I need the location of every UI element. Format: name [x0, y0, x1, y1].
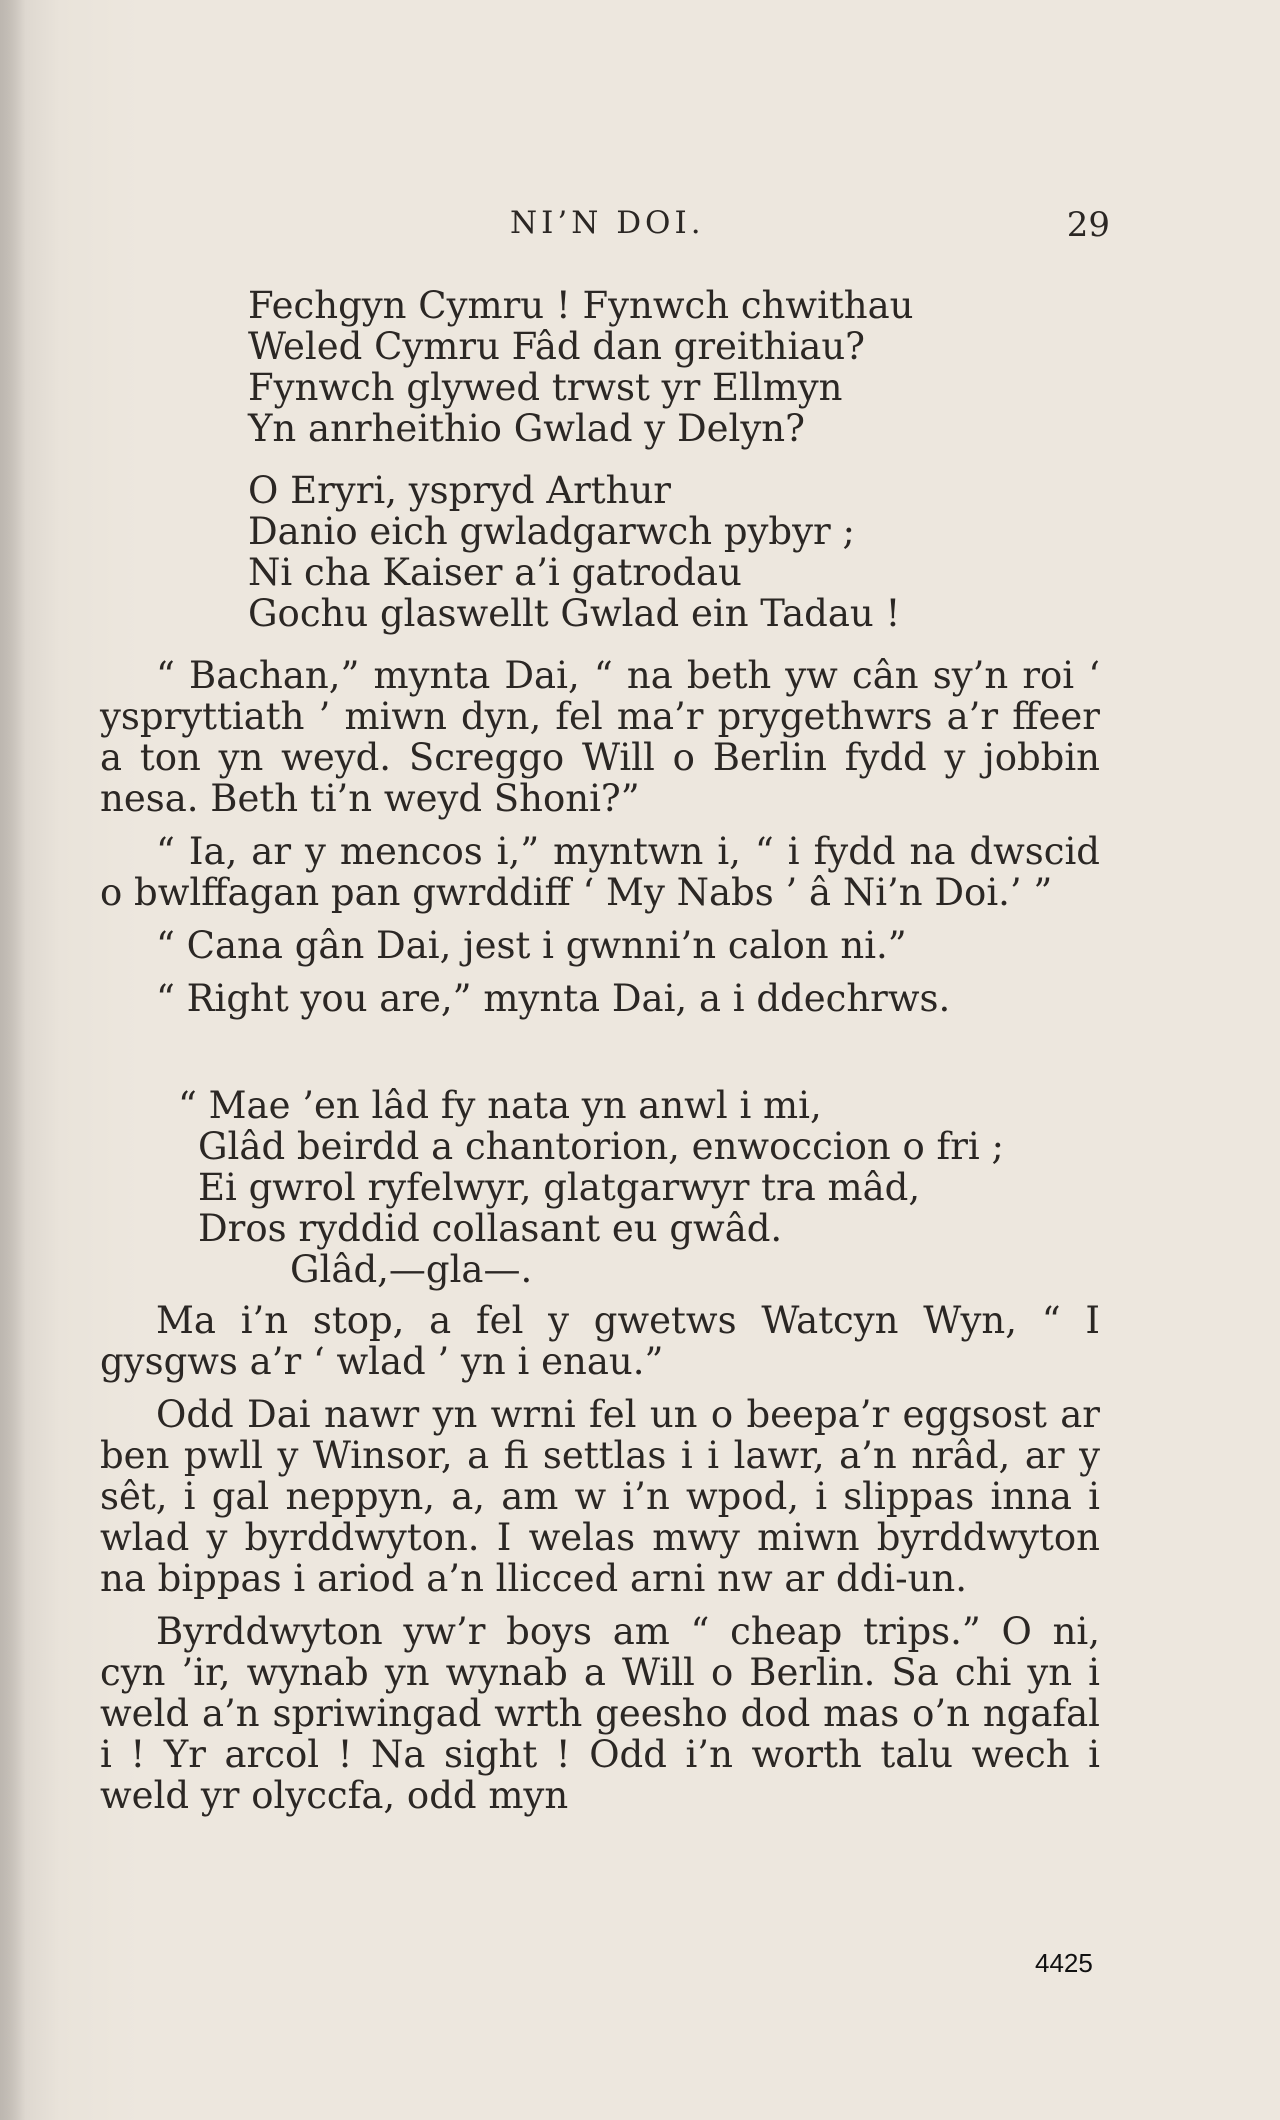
paragraph: “ Bachan,” mynta Dai, “ na beth yw cân sy’n roi ‘ yspryttiath ’ miwn dyn, fel ma’r prygethwrs a’r ffeer a ton yn weyd. Screggo Will o Berlin fydd y jobbin nesa. Beth ti’n weyd Shoni?” — [100, 654, 1100, 820]
stanza-2 — [248, 470, 900, 634]
gutter-shadow — [0, 0, 26, 2120]
prose-block-1 — [100, 655, 1100, 1031]
page-number: 29 — [1066, 205, 1110, 245]
verse-line: “ Mae ’en lâd fy nata yn anwl i mi, — [178, 1084, 822, 1127]
verse-line: Glâd beirdd a chantorion, enwoccion o fri ; — [198, 1125, 1004, 1168]
verse-line: Gochu glaswellt Gwlad ein Tadau ! — [248, 592, 901, 635]
verse-line: Dros ryddid collasant eu gwâd. — [198, 1207, 783, 1250]
verse-line: O Eryri, yspryd Arthur — [248, 469, 671, 512]
running-head: NI’N DOI. — [510, 205, 705, 241]
paragraph: Byrddwyton yw’r boys am “ cheap trips.” O ni, cyn ’ir, wynab yn wynab a Will o Berlin. Sa chi yn i weld a’n spriwingad wrth geesho dod mas o’n ngafal i ! Yr arcol ! Na sight ! Odd i’n worth talu wech i weld yr olyccfa, odd myn — [100, 1610, 1100, 1817]
verse-line: Weled Cymru Fâd dan greithiau? — [248, 325, 866, 368]
verse-line: Fechgyn Cymru ! Fynwch chwithau — [248, 284, 914, 327]
paragraph: “ Cana gân Dai, jest i gwnni’n calon ni.” — [156, 924, 907, 967]
verse-line: Glâd,—gla—. — [290, 1248, 533, 1291]
song-verse — [178, 1085, 1004, 1290]
verse-line: Fynwch glywed trwst yr Ellmyn — [248, 366, 843, 409]
paragraph: Ma i’n stop, a fel y gwetws Watcyn Wyn, “ I gysgws a’r ‘ wlad ’ yn i enau.” — [100, 1299, 1100, 1383]
page-header — [100, 205, 1110, 255]
verse-line: Ei gwrol ryfelwyr, glatgarwyr tra mâd, — [198, 1166, 921, 1209]
paragraph: “ Ia, ar y mencos i,” myntwn i, “ i fydd na dwscid o bwlffagan pan gwrddiff ‘ My Nabs ’ â Ni’n Doi.’ ” — [100, 830, 1100, 914]
paragraph: “ Right you are,” mynta Dai, a i ddechrws. — [156, 977, 951, 1020]
verse-line: Yn anrheithio Gwlad y Delyn? — [248, 407, 805, 450]
catalog-number: 4425 — [1035, 1948, 1093, 1978]
stanza-1 — [248, 285, 914, 449]
verse-line: Ni cha Kaiser a’i gatrodau — [248, 551, 742, 594]
paragraph: Odd Dai nawr yn wrni fel un o beepa’r eggsost ar ben pwll y Winsor, a fi settlas i i lawr, a’n nrâd, ar y sêt, i gal neppyn, a, am w i’n wpod, i slippas inna i wlad y byrddwyton. I welas mwy miwn byrddwyton na bippas i ariod a’n llicced arni nw ar ddi-un. — [100, 1393, 1100, 1600]
verse-line: Danio eich gwladgarwch pybyr ; — [248, 510, 855, 553]
prose-block-2 — [100, 1300, 1100, 1828]
